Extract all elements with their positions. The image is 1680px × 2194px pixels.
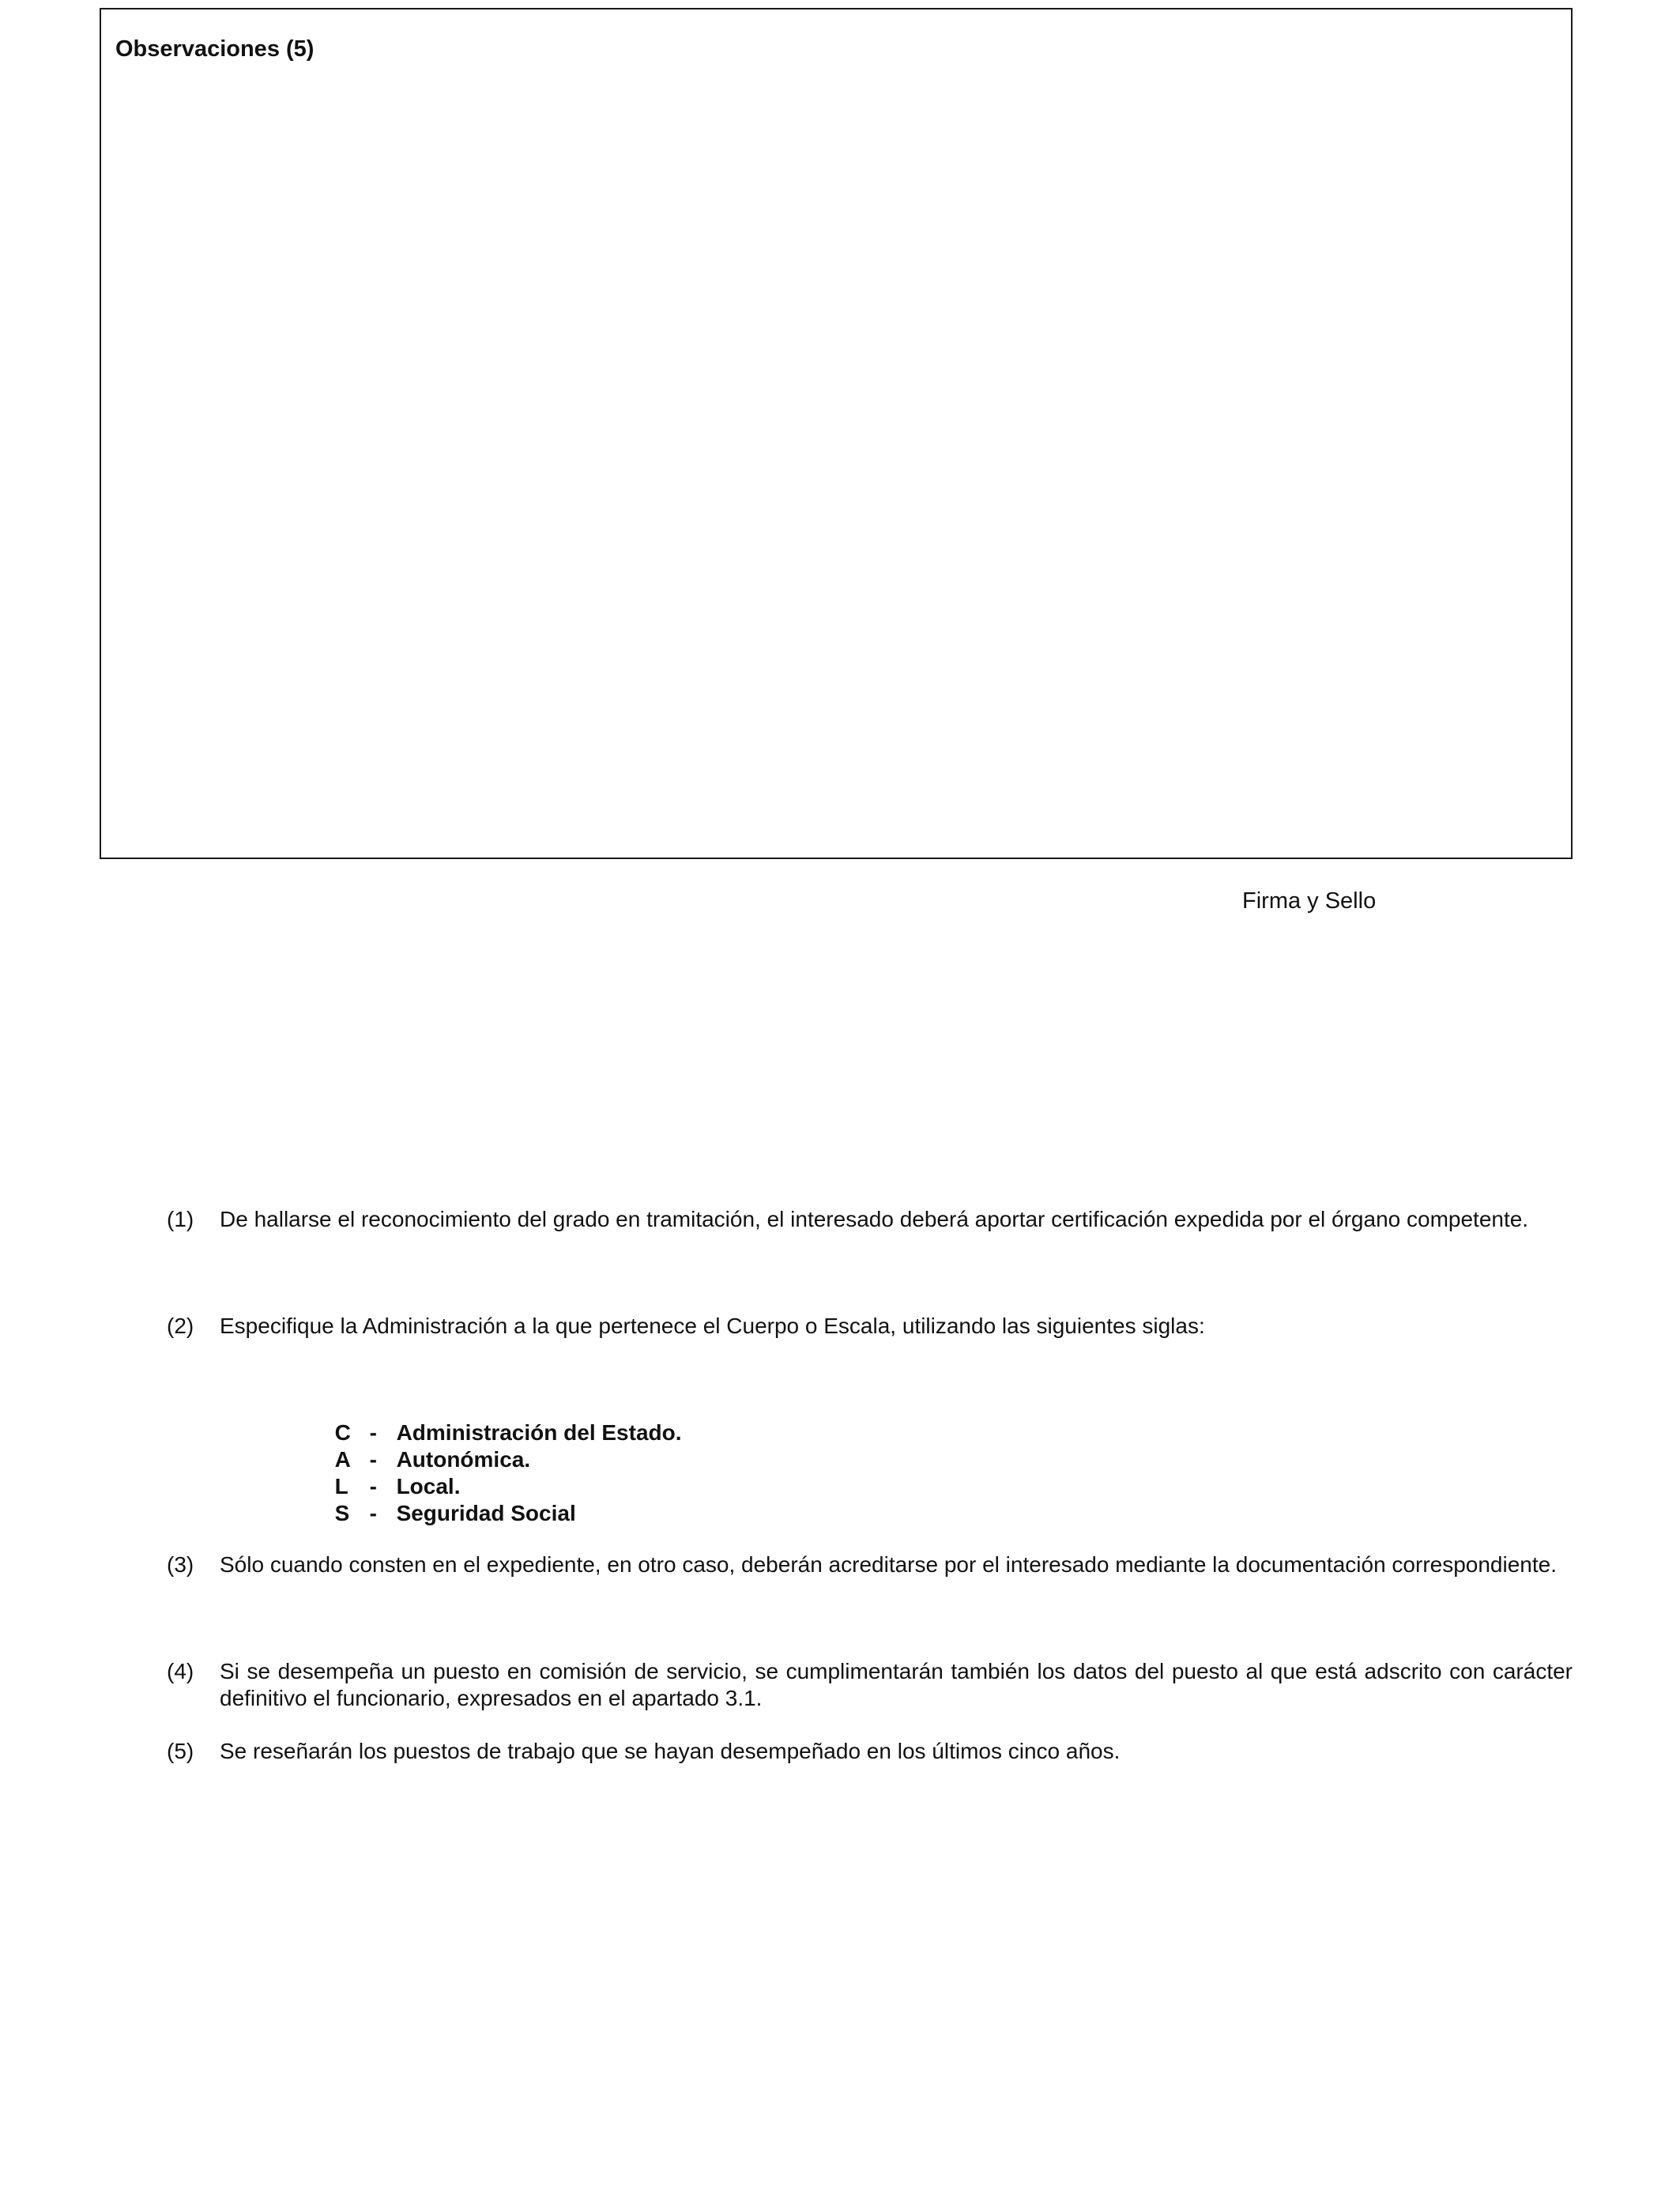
footnote-text: Especifique la Administración a la que pertenece el Cuerpo o Escala, utilizando las siguientes siglas: xyxy=(220,1314,1205,1338)
footnote-number: (4) xyxy=(167,1659,194,1683)
footnote-number: (1) xyxy=(167,1207,194,1231)
footnote-number: (5) xyxy=(167,1739,194,1763)
observaciones-title: Observaciones (5) xyxy=(115,36,315,62)
sigla-code: L xyxy=(334,1474,348,1498)
footnote-5 xyxy=(167,1738,1573,1765)
footnote-4 xyxy=(167,1658,1573,1712)
sigla-row xyxy=(322,1473,576,1527)
sigla-label: Local. xyxy=(396,1474,461,1498)
sigla-separator: - xyxy=(369,1501,377,1525)
sigla-separator: - xyxy=(369,1447,377,1472)
sigla-code: S xyxy=(334,1501,350,1525)
footnote-text: Sólo cuando consten en el expediente, en otro caso, deberán acreditarse por el interesado mediante la documentación correspondiente. xyxy=(220,1552,1558,1577)
sigla-separator: - xyxy=(369,1420,377,1445)
sigla-separator: - xyxy=(369,1474,377,1498)
sigla-label: Seguridad Social xyxy=(396,1501,576,1525)
footnote-1 xyxy=(167,1206,1573,1233)
footnote-number: (2) xyxy=(167,1314,194,1338)
footnote-3 xyxy=(167,1551,1573,1578)
firma-label: Firma y Sello xyxy=(1242,888,1377,914)
sigla-label: Autonómica. xyxy=(396,1447,531,1472)
observaciones-box xyxy=(100,8,1573,859)
footnote-text: Si se desempeña un puesto en comisión de servicio, se cumplimentarán también los datos del puesto al que está adscrito con carácter definitivo el funcionario, expresados en el apartado 3.1. xyxy=(220,1659,1573,1710)
footnote-text: De hallarse el reconocimiento del grado en tramitación, el interesado deberá aportar certificación expedida por el órgano competente. xyxy=(220,1207,1529,1231)
footnote-number: (3) xyxy=(167,1552,194,1577)
sigla-code: A xyxy=(334,1447,351,1472)
footnote-2 xyxy=(167,1313,1573,1340)
footnote-text: Se reseñarán los puestos de trabajo que se hayan desempeñado en los últimos cinco años. xyxy=(220,1739,1121,1763)
sigla-label: Administración del Estado. xyxy=(396,1420,682,1445)
sigla-code: C xyxy=(334,1420,351,1445)
